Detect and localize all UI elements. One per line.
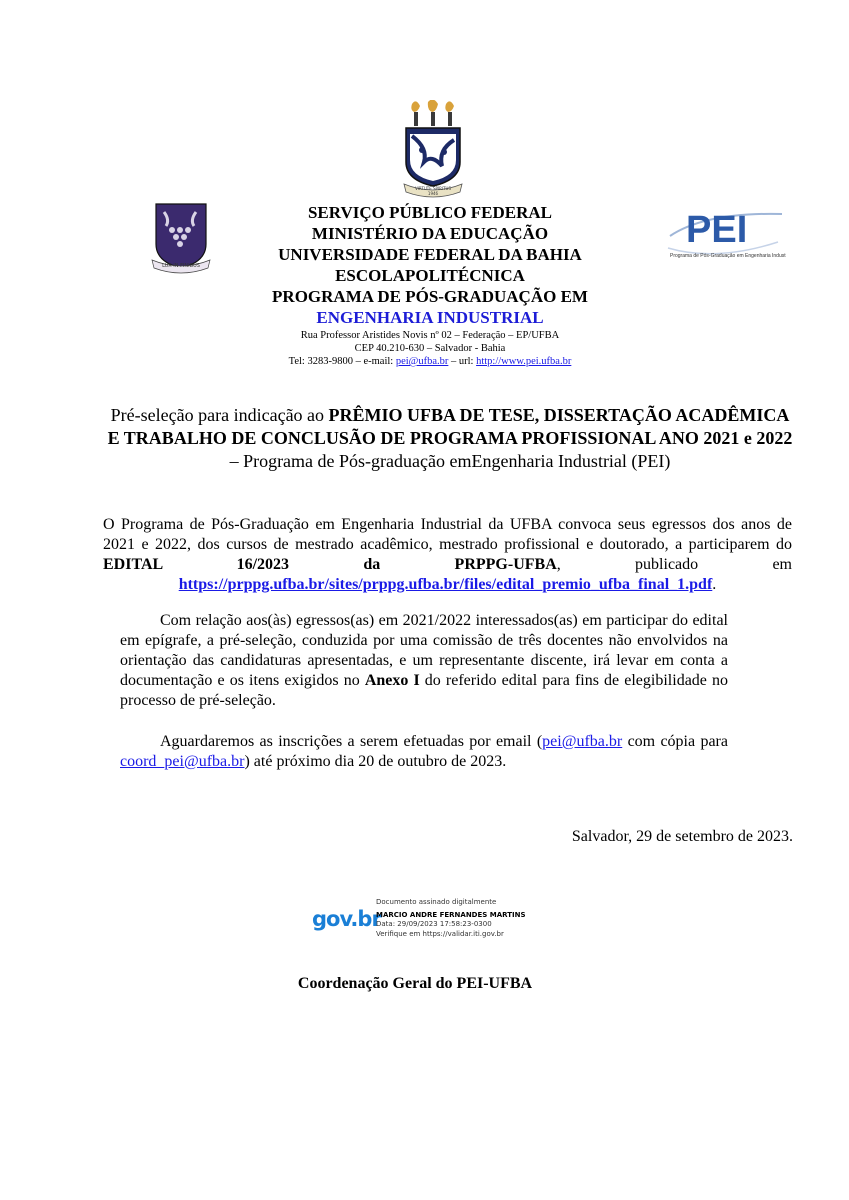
date-line: Salvador, 29 de setembro de 2023. bbox=[571, 828, 793, 845]
signature-name: MARCIO ANDRE FERNANDES MARTINS bbox=[376, 910, 526, 919]
header-line-3: UNIVERSIDADE FEDERAL DA BAHIA bbox=[278, 245, 582, 264]
pei-logo-subtitle: Programa de Pós-Graduação em Engenharia Indust bbox=[670, 253, 786, 259]
email-link-pei[interactable]: pei@ufba.br bbox=[542, 733, 623, 750]
para2-text2: do referido edital para fins de elegibilidade no processo de pré-seleção. bbox=[120, 672, 728, 709]
para1-end: . bbox=[712, 576, 717, 593]
signature-line1: Documento assinado digitalmente bbox=[376, 898, 497, 906]
ufba-seal bbox=[398, 100, 468, 200]
header-block bbox=[230, 202, 630, 368]
signature-date: Data: 29/09/2023 17:58:23-0300 bbox=[376, 920, 492, 928]
header-url-link[interactable]: http://www.pei.ufba.br bbox=[476, 356, 572, 367]
paragraph-1 bbox=[103, 515, 792, 595]
pei-logo bbox=[666, 208, 786, 268]
header-line-2: MINISTÉRIO DA EDUCAÇÃO bbox=[311, 224, 549, 243]
paragraph-2 bbox=[120, 611, 728, 711]
email-link-coord[interactable]: coord_pei@ufba.br bbox=[120, 753, 245, 770]
footer-coordination: Coordenação Geral do PEI-UFBA bbox=[297, 975, 533, 992]
header-line-4: ESCOLAPOLITÉCNICA bbox=[335, 266, 525, 285]
ufba-seal-year: 1946 bbox=[427, 191, 439, 196]
program-name: ENGENHARIA INDUSTRIAL bbox=[316, 308, 544, 327]
para1-bold: EDITAL 16/2023 da PRPPG-UFBA bbox=[103, 556, 557, 573]
header-line-5: PROGRAMA DE PÓS-GRADUAÇÃO EM bbox=[272, 287, 588, 306]
title-bold: PRÊMIO UFBA DE TESE, DISSERTAÇÃO ACADÊMICA E TRABALHO DE CONCLUSÃO DE PROGRAMA PROFISSIONAL ANO 2021 e 2022 bbox=[107, 405, 793, 448]
contact-line bbox=[230, 355, 630, 368]
para2-bold: Anexo I bbox=[364, 672, 420, 689]
para2-text: Com relação aos(às) egressos(as) em 2021/2022 interessados(as) em participar do edital em epígrafe, a pré-seleção, conduzida por uma comissão de três docentes não envolvidos na orientação das candidaturas apresentadas, e um representante discente, irá levar em conta a documentação e os itens exigidos no bbox=[120, 612, 728, 689]
para3-text3: ) até próximo dia 20 de outubro de 2023. bbox=[244, 753, 507, 770]
header-email-link[interactable]: pei@ufba.br bbox=[395, 356, 449, 367]
paragraph-3 bbox=[120, 732, 728, 772]
para1-text: O Programa de Pós-Graduação em Engenharia Industrial da UFBA convoca seus egressos dos anos de 2021 e 2022, dos cursos de mestrado acadêmico, mestrado profissional e doutorado, a participarem do bbox=[103, 516, 792, 553]
title-intro: Pré-seleção para indicação ao bbox=[110, 405, 329, 425]
ufba-seal-motto: VIRTUTE SPIRITUS bbox=[414, 186, 452, 191]
pei-logo-text: PEI bbox=[686, 209, 748, 251]
poli-seal-motto: LUX IN FINIBUS bbox=[162, 263, 200, 269]
header-line-1: SERVIÇO PÚBLICO FEDERAL bbox=[307, 203, 553, 222]
url-prefix: – url: bbox=[448, 356, 477, 367]
para3-text2: com cópia para bbox=[622, 733, 728, 750]
signature-verify: Verifique em https://validar.iti.gov.br bbox=[376, 929, 504, 938]
para1-text2: , publicado em bbox=[556, 556, 793, 573]
title-suffix: – Programa de Pós-graduação emEngenharia Industrial (PEI) bbox=[229, 451, 671, 471]
para3-text: Aguardaremos as inscrições a serem efetuadas por email ( bbox=[160, 733, 543, 750]
address-line-2: CEP 40.210-630 – Salvador - Bahia bbox=[354, 343, 506, 354]
address-line-1: Rua Professor Aristides Novis nº 02 – Federação – EP/UFBA bbox=[300, 330, 560, 341]
edital-link[interactable]: https://prppg.ufba.br/sites/prppg.ufba.br/files/edital_premio_ufba_final_1.pdf bbox=[178, 576, 713, 593]
signature-text bbox=[376, 898, 526, 939]
tel-prefix: Tel: 3283-9800 – e-mail: bbox=[288, 356, 396, 367]
govbr-logo: gov.br bbox=[312, 907, 381, 931]
document-title bbox=[105, 404, 795, 473]
